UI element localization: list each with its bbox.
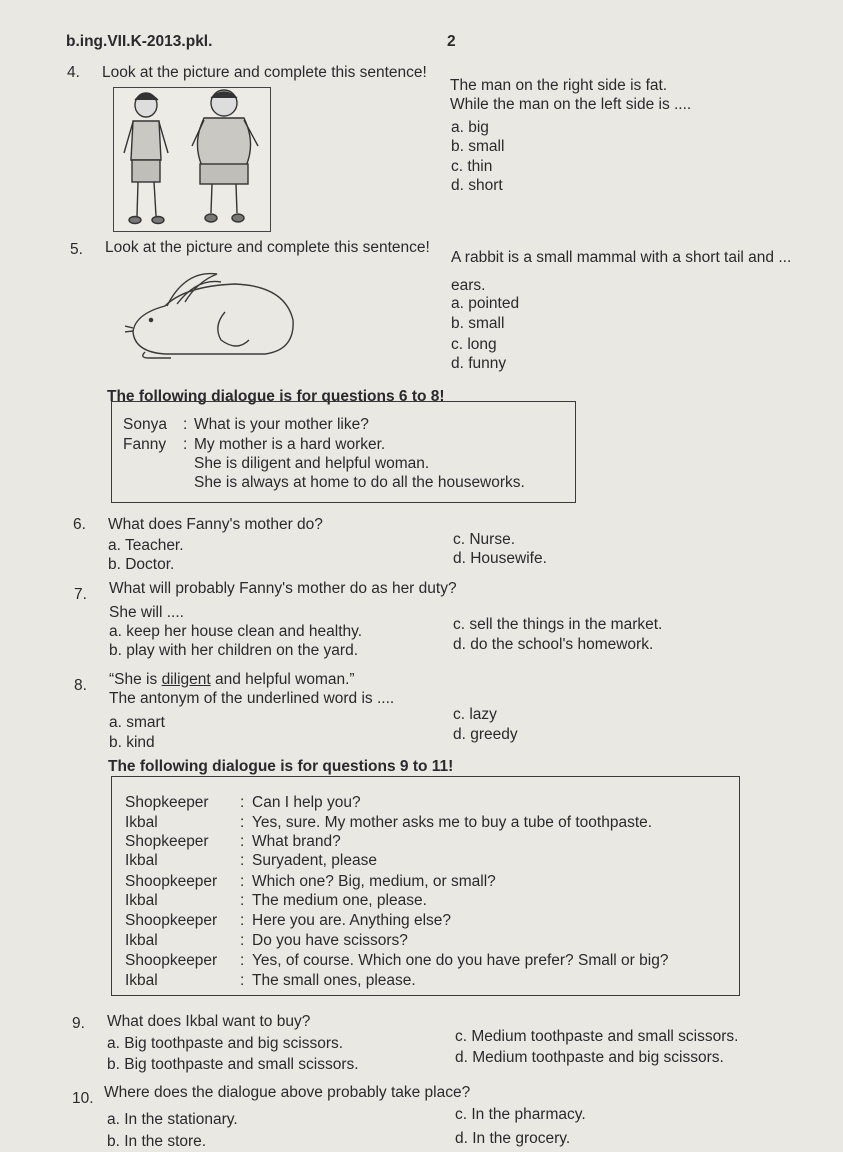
- option-d: d. Housewife.: [453, 550, 547, 567]
- dialogue-line: Which one? Big, medium, or small?: [252, 873, 496, 890]
- option-a: a. In the stationary.: [107, 1111, 238, 1128]
- boys-illustration: [114, 88, 269, 230]
- option-b: b. play with her children on the yard.: [109, 642, 358, 659]
- option-c: c. Medium toothpaste and small scissors.: [455, 1028, 739, 1045]
- dialogue-line: She is diligent and helpful woman.: [194, 455, 430, 472]
- colon: :: [240, 873, 245, 890]
- option-b: b. Big toothpaste and small scissors.: [107, 1056, 359, 1073]
- colon: :: [183, 416, 188, 433]
- speaker: Ikbal: [125, 892, 158, 909]
- dialogue-1-intro: The following dialogue is for questions 6 to 8!: [107, 388, 445, 405]
- question-number: 7.: [74, 586, 87, 603]
- speaker: Shoopkeeper: [125, 952, 218, 969]
- question-text-2: The antonym of the underlined word is ....: [109, 690, 395, 707]
- dialogue-line: The medium one, please.: [252, 892, 427, 909]
- speaker: Shoopkeeper: [125, 912, 218, 929]
- question-number: 6.: [73, 516, 86, 533]
- colon: :: [240, 952, 245, 969]
- speaker: Shopkeeper: [125, 794, 209, 811]
- dialogue-1-box: [111, 401, 576, 503]
- two-boys-picture: [113, 87, 271, 232]
- sentence-1: The man on the right side is fat.: [450, 77, 668, 94]
- speaker: Shoopkeeper: [125, 873, 218, 890]
- dialogue-line: Do you have scissors?: [252, 932, 408, 949]
- colon: :: [240, 852, 245, 869]
- speaker: Ikbal: [125, 852, 158, 869]
- option-a: a. big: [451, 119, 489, 136]
- dialogue-line: Suryadent, please: [252, 852, 377, 869]
- option-b: b. small: [451, 138, 505, 155]
- sentence-2: ears.: [451, 277, 486, 294]
- question-text: Where does the dialogue above probably take place?: [104, 1084, 471, 1101]
- sentence-1: A rabbit is a small mammal with a short tail and ...: [451, 249, 792, 266]
- dialogue-2-box: [111, 776, 740, 996]
- option-d: d. funny: [451, 355, 507, 372]
- dialogue-row: [194, 473, 525, 492]
- option-a: a. pointed: [451, 295, 520, 312]
- dialogue-row: [194, 454, 429, 473]
- colon: :: [240, 972, 245, 989]
- colon: :: [240, 892, 245, 909]
- speaker: Shopkeeper: [125, 833, 209, 850]
- question-number: 5.: [70, 241, 83, 258]
- option-b: b. small: [451, 315, 505, 332]
- dialogue-line: What is your mother like?: [194, 416, 369, 433]
- question-text: Look at the picture and complete this sentence!: [105, 239, 430, 256]
- option-a: a. keep her house clean and healthy.: [109, 623, 363, 640]
- option-d: d. In the grocery.: [455, 1130, 571, 1147]
- page-number: 2: [447, 33, 456, 50]
- option-c: c. long: [451, 336, 497, 353]
- question-text-2: She will ....: [109, 604, 184, 621]
- option-c: c. In the pharmacy.: [455, 1106, 586, 1123]
- speaker: Sonya: [123, 416, 167, 433]
- option-d: d. greedy: [453, 726, 518, 743]
- colon: :: [183, 436, 188, 453]
- dialogue-2-intro: The following dialogue is for questions 9 to 11!: [108, 758, 454, 775]
- option-c: c. sell the things in the market.: [453, 616, 663, 633]
- dialogue-line: Yes, of course. Which one do you have prefer? Small or big?: [252, 952, 669, 969]
- sentence-2: While the man on the left side is ....: [450, 96, 692, 113]
- option-d: d. do the school's homework.: [453, 636, 654, 653]
- option-c: c. Nurse.: [453, 531, 516, 548]
- question-number: 4.: [67, 64, 80, 81]
- colon: :: [240, 794, 245, 811]
- dialogue-line: My mother is a hard worker.: [194, 436, 386, 453]
- underlined-word: diligent: [161, 671, 211, 688]
- option-a: a. Teacher.: [108, 537, 184, 554]
- speaker: Ikbal: [125, 932, 158, 949]
- colon: :: [240, 833, 245, 850]
- dialogue-line: The small ones, please.: [252, 972, 416, 989]
- dialogue-line: Yes, sure. My mother asks me to buy a tube of toothpaste.: [252, 814, 653, 831]
- dialogue-line: What brand?: [252, 833, 341, 850]
- option-c: c. thin: [451, 158, 493, 175]
- dialogue-line: She is always at home to do all the houseworks.: [194, 474, 525, 491]
- option-a: a. Big toothpaste and big scissors.: [107, 1035, 344, 1052]
- question-text: Look at the picture and complete this sentence!: [102, 64, 427, 81]
- option-d: d. short: [451, 177, 503, 194]
- question-number: 10.: [72, 1090, 94, 1107]
- text-part: “She is: [109, 671, 162, 688]
- question-number: 9.: [72, 1015, 85, 1032]
- rabbit-picture: [125, 268, 300, 363]
- question-text: What will probably Fanny's mother do as her duty?: [109, 580, 457, 597]
- speaker: Fanny: [123, 436, 167, 453]
- question-text: [109, 670, 355, 689]
- option-c: c. lazy: [453, 706, 497, 723]
- text-part: and helpful woman.”: [210, 671, 355, 688]
- dialogue-line: Can I help you?: [252, 794, 361, 811]
- question-number: 8.: [74, 677, 87, 694]
- colon: :: [240, 912, 245, 929]
- dialogue-line: Here you are. Anything else?: [252, 912, 452, 929]
- document-code: b.ing.VII.K-2013.pkl.: [66, 33, 213, 50]
- colon: :: [240, 932, 245, 949]
- speaker: Ikbal: [125, 972, 158, 989]
- option-a: a. smart: [109, 714, 165, 731]
- option-d: d. Medium toothpaste and big scissors.: [455, 1049, 724, 1066]
- option-b: b. Doctor.: [108, 556, 175, 573]
- option-b: b. In the store.: [107, 1133, 207, 1150]
- option-b: b. kind: [109, 734, 155, 751]
- colon: :: [240, 814, 245, 831]
- speaker: Ikbal: [125, 814, 158, 831]
- question-text: What does Fanny's mother do?: [108, 516, 323, 533]
- question-text: What does Ikbal want to buy?: [107, 1013, 311, 1030]
